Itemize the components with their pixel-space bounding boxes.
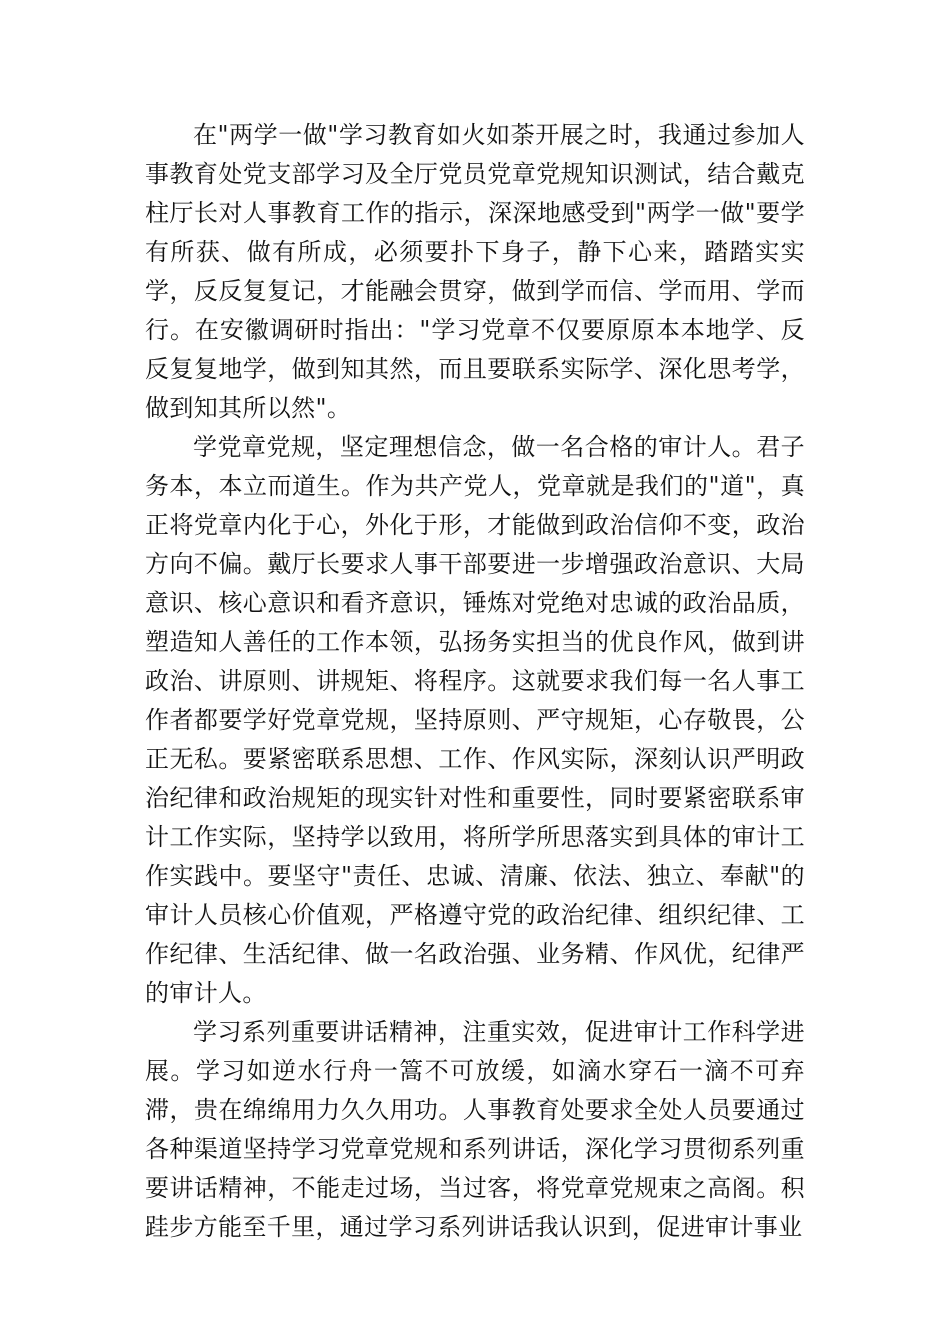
document-body [145,116,805,1247]
paragraph-1: 在"两学一做"学习教育如火如荼开展之时，我通过参加人事教育处党支部学习及全厅党员党章党规知识测试，结合戴克柱厅长对人事教育工作的指示，深深地感受到"两学一做"要学有所获、做有所成，必须要扑下身子，静下心来，踏踏实实学，反反复复记，才能融会贯穿，做到学而信、学而用、学而行。在安徽调研时指出："学习党章不仅要原原本本地学、反反复复地学，做到知其然，而且要联系实际学、深化思考学，做到知其所以然"。 [145,121,805,422]
paragraph-2: 学党章党规，坚定理想信念，做一名合格的审计人。君子务本，本立而道生。作为共产党人，党章就是我们的"道"，真正将党章内化于心，外化于形，才能做到政治信仰不变，政治方向不偏。戴厅长要求人事干部要进一步增强政治意识、大局意识、核心意识和看齐意识，锤炼对党绝对忠诚的政治品质，塑造知人善任的工作本领，弘扬务实担当的优良作风，做到讲政治、讲原则、讲规矩、将程序。这就要求我们每一名人事工作者都要学好党章党规，坚持原则、严守规矩，心存敬畏，公正无私。要紧密联系思想、工作、作风实际，深刻认识严明政治纪律和政治规矩的现实针对性和重要性，同时要紧密联系审计工作实际，坚持学以致用，将所学所思落实到具体的审计工作实践中。要坚守"责任、忠诚、清廉、依法、独立、奉献"的审计人员核心价值观，严格遵守党的政治纪律、组织纪律、工作纪律、生活纪律、做一名政治强、业务精、作风优，纪律严的审计人。 [145,433,805,1007]
paragraph-3: 学习系列重要讲话精神，注重实效，促进审计工作科学进展。学习如逆水行舟一篙不可放缓，如滴水穿石一滴不可弃滞，贵在绵绵用力久久用功。人事教育处要求全处人员要通过各种渠道坚持学习党章党规和系列讲话，深化学习贯彻系列重要讲话精神，不能走过场，当过客，将党章党规束之高阁。积跬步方能至千里，通过学习系列讲话我认识到，促进审计事业 [145,1018,805,1241]
